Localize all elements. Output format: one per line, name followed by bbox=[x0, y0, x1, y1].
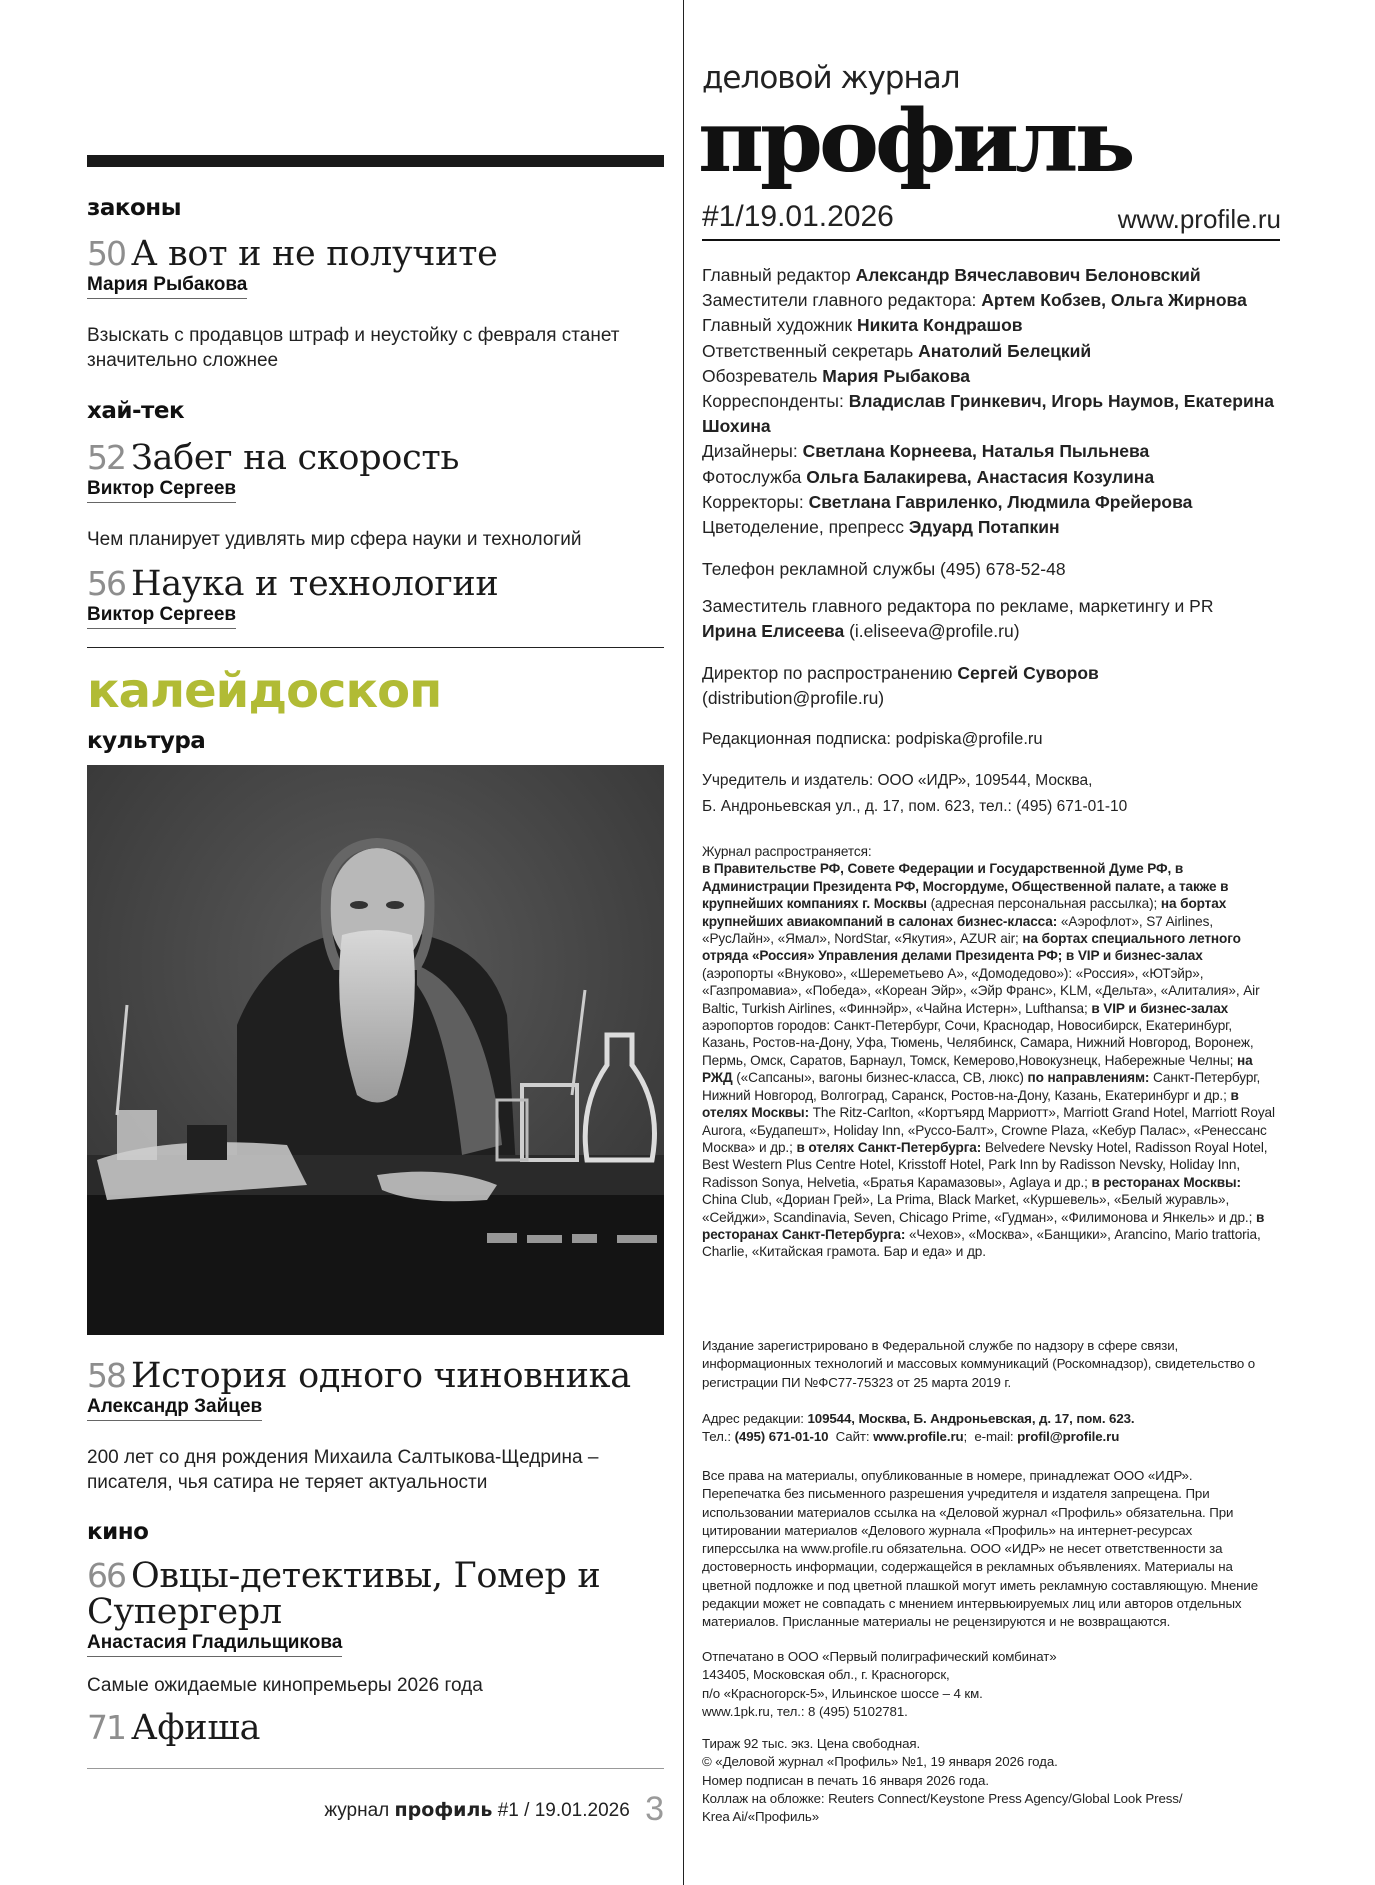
distribution-segment: Санкт-Петербург, Нижний Новгород, Волгоград, Саранск, Ростов-на-Дону, Казань, Екатеринбург и др.; bbox=[702, 1070, 1261, 1103]
footer-rule bbox=[87, 1768, 664, 1769]
distribution-segment: Belvedere Nevsky Hotel, Radisson Royal Hotel, Best Western Plus Centre Hotel, Krisstoff Hotel, Park Inn by Radisson Nevsky, Holiday Inn, Radisson Sonya, Helvetia, «Братья Карамазовы», Aglaya и др.; bbox=[702, 1139, 1268, 1190]
dist-email[interactable]: (distribution@profile.ru) bbox=[702, 688, 885, 708]
distribution-segment: Журнал распространяется: bbox=[702, 844, 872, 859]
staff-role: Дизайнеры: bbox=[702, 441, 803, 462]
article-title[interactable]: Афиша bbox=[131, 1708, 261, 1748]
staff-role: Цветоделение, препресс bbox=[702, 517, 909, 538]
article-title[interactable]: Овцы-детективы, Гомер и Супергерл bbox=[87, 1556, 601, 1632]
staff-line bbox=[702, 313, 1287, 338]
staff-line bbox=[702, 263, 1287, 288]
staff-names: Анатолий Белецкий bbox=[918, 340, 1092, 361]
distribution-segment: на бортах специального летного отряда «Россия» Управления делами Президента РФ; в VIP и бизнес-залах bbox=[702, 931, 1241, 964]
distribution-segment: на РЖД bbox=[702, 1052, 1253, 1086]
table-of-contents bbox=[87, 0, 664, 1885]
article-author: Виктор Сергеев bbox=[87, 604, 236, 629]
brand-logo: профиль bbox=[698, 91, 1132, 192]
staff-line bbox=[702, 515, 1287, 540]
distribution-segment: в VIP и бизнес-залах bbox=[1091, 1000, 1229, 1016]
dist-role: Директор по распространению bbox=[702, 663, 958, 683]
article-lead: Взыскать с продавцов штраф и неустойку с февраля станет значительно сложнее bbox=[87, 325, 620, 371]
brand-subtitle: деловой журнал bbox=[702, 60, 960, 96]
staff-role: Главный художник bbox=[702, 315, 857, 336]
distribution-segment: (адресная персональная рассылка); bbox=[926, 896, 1161, 912]
rubric-hitech: хай-тек bbox=[87, 398, 185, 424]
imprint-line: Коллаж на обложке: Reuters Connect/Keystone Press Agency/Global Look Press/ bbox=[702, 1790, 1183, 1806]
staff-line bbox=[702, 364, 1287, 389]
staff-role: Заместители главного редактора: bbox=[702, 290, 982, 311]
distribution-segment: в ресторанах Москвы: bbox=[1091, 1174, 1241, 1190]
page-number: 52 bbox=[87, 438, 125, 477]
toc-entry[interactable] bbox=[87, 440, 664, 552]
staff-role: Корректоры: bbox=[702, 491, 809, 512]
distribution-segment: на бортах крупнейших авиакомпаний в салонах бизнес-класса: bbox=[702, 896, 1227, 929]
rubric-laws: законы bbox=[87, 195, 181, 221]
toc-entry[interactable] bbox=[87, 1710, 664, 1746]
staff-role: Корреспонденты: bbox=[702, 391, 849, 412]
ad-phone: Телефон рекламной службы (495) 678-52-48 bbox=[702, 559, 1066, 579]
masthead-rule bbox=[702, 239, 1280, 241]
article-author: Мария Рыбакова bbox=[87, 274, 247, 299]
staff-names: Светлана Гавриленко, Людмила Фрейерова bbox=[808, 491, 1193, 512]
editorial-address bbox=[702, 1410, 1287, 1447]
site-value[interactable]: www.profile.ru bbox=[873, 1429, 964, 1445]
ad-deputy bbox=[702, 594, 1287, 644]
staff-names: Никита Кондрашов bbox=[856, 315, 1023, 336]
distribution-segment: по направлениям: bbox=[1027, 1070, 1150, 1086]
ad-deputy-role: Заместитель главного редактора по рекламе, маркетингу и PR bbox=[702, 596, 1214, 616]
distribution-director bbox=[702, 661, 1287, 711]
article-lead: Самые ожидаемые кинопремьеры 2026 года bbox=[87, 1675, 483, 1696]
article-title[interactable]: А вот и не получите bbox=[131, 234, 498, 274]
site-label: Сайт: bbox=[828, 1429, 874, 1445]
toc-entry[interactable] bbox=[87, 1558, 607, 1698]
section-divider bbox=[87, 647, 664, 648]
distribution-segment: (аэропорты «Внуково», «Шереметьево А», «Домодедово»): «Россия», «ЮТэйр», «Газпромавиа», «Победа», «Кореан Эйр», «Эйр Франс», KLM, «Дельта», «Алиталия», Air Baltic, Turkish Airlines, «Финнэйр», «Чайна Истерн», Lufthansa; bbox=[702, 965, 1260, 1016]
article-author: Анастасия Гладильщикова bbox=[87, 1632, 342, 1657]
article-lead: Чем планирует удивлять мир сфера науки и технологий bbox=[87, 529, 582, 550]
dist-name: Сергей Суворов bbox=[957, 663, 1099, 683]
email-value[interactable]: profil@profile.ru bbox=[1017, 1429, 1120, 1445]
distribution-segment: «Аэрофлот», S7 Airlines, «РусЛайн», «Ямал», NordStar, «Якутия», AZUR air; bbox=[702, 913, 1214, 947]
column-divider bbox=[683, 0, 684, 1885]
portrait-photo bbox=[87, 765, 664, 1335]
staff-names: Эдуард Потапкин bbox=[908, 517, 1060, 538]
distribution-segment: «Чехов», «Москва», «Банщики», Arancino, Mario trattoria, Charlie, «Китайская грамота. Бар и еда» и др. bbox=[702, 1226, 1261, 1260]
staff-names: Александр Вячеславович Белоновский bbox=[855, 265, 1201, 285]
staff-names: Ольга Балакирева, Анастасия Козулина bbox=[806, 466, 1155, 487]
address: 109544, Москва, Б. Андроньевская, д. 17, пом. 623. bbox=[807, 1411, 1135, 1426]
staff-role: Ответственный секретарь bbox=[702, 340, 919, 361]
printed-line: 143405, Московская обл., г. Красногорск, bbox=[702, 1667, 950, 1683]
staff-role: Обозреватель bbox=[702, 365, 823, 386]
staff-names: Мария Рыбакова bbox=[822, 365, 970, 386]
toc-entry[interactable] bbox=[87, 236, 664, 373]
folio-issue: #1 / 19.01.2026 bbox=[497, 1800, 630, 1821]
staff-line bbox=[702, 339, 1287, 364]
kaleidoscope-heading: калейдоскоп bbox=[87, 663, 442, 719]
staff-role: Фотослужба bbox=[702, 466, 807, 487]
staff-names: Светлана Корнеева, Наталья Пыльнева bbox=[802, 441, 1150, 462]
imprint-info bbox=[702, 1735, 1287, 1826]
site-link[interactable]: www.profile.ru bbox=[1117, 204, 1281, 234]
staff-names: Владислав Гринкевич, Игорь Наумов, Екатерина Шохина bbox=[702, 391, 1275, 437]
article-author: Александр Зайцев bbox=[87, 1396, 262, 1421]
page-footer bbox=[324, 1790, 664, 1829]
staff-line bbox=[702, 439, 1287, 464]
printer-info bbox=[702, 1648, 1287, 1721]
masthead bbox=[698, 0, 1287, 1885]
subscription: Редакционная подписка: podpiska@profile.ru bbox=[702, 730, 1043, 748]
toc-entry[interactable] bbox=[87, 1358, 664, 1495]
publisher-line: Б. Андроньевская ул., д. 17, пом. 623, тел.: (495) 671-01-10 bbox=[702, 798, 1128, 815]
page-number: 50 bbox=[87, 234, 125, 273]
registration: Издание зарегистрировано в Федеральной службе по надзору в сфере связи, информационных технологий и массовых коммуникаций (Роскомнадзор), свидетельство о регистрации ПИ №ФС77-75323 от 25 марта 2019 г. bbox=[702, 1338, 1256, 1390]
distribution-segment: аэропортов городов: Санкт-Петербург, Сочи, Краснодар, Новосибирск, Екатеринбург, Казань, Ростов-на-Дону, Уфа, Тюмень, Челябинск, Самара, Нижний Новгород, Воронеж, Пермь, Омск, Саратов, Барнаул, Томск, Кемерово,Новокузнецк, Набережные Челны; bbox=[702, 1018, 1254, 1068]
tel-label: Тел.: bbox=[702, 1429, 735, 1445]
distribution-segment: в ресторанах Санкт-Петербурга: bbox=[702, 1209, 1265, 1242]
ad-deputy-email[interactable]: (i.eliseeva@profile.ru) bbox=[844, 621, 1020, 641]
distribution-segment: в Правительстве РФ, Совете Федерации и Государственной Думе РФ, в Администрации Президента РФ, Мосгордуме, Общественной палате, а также в крупнейших компаниях г. Москвы bbox=[702, 861, 1229, 912]
distribution-segment: в отелях Москвы: bbox=[702, 1087, 1239, 1121]
staff-line bbox=[702, 288, 1287, 313]
article-lead: 200 лет со дня рождения Михаила Салтыкова-Щедрина – писателя, чья сатира не теряет актуальности bbox=[87, 1447, 599, 1493]
printed-line: www.1pk.ru, тел.: 8 (495) 5102781. bbox=[702, 1703, 908, 1719]
email-label: ; e-mail: bbox=[963, 1429, 1018, 1445]
top-bar-divider bbox=[87, 155, 664, 167]
folio-brand: профиль bbox=[394, 1799, 493, 1821]
printed-line: Отпечатано в ООО «Первый полиграфический комбинат» bbox=[702, 1649, 1057, 1664]
imprint-line: © «Деловой журнал «Профиль» №1, 19 января 2026 года. bbox=[702, 1754, 1058, 1770]
printed-line: п/о «Красногорск-5», Ильинское шоссе – 4 км. bbox=[702, 1685, 983, 1701]
rubric-cinema: кино bbox=[87, 1519, 149, 1545]
article-title[interactable]: Наука и технологии bbox=[131, 564, 499, 604]
portrait-photo-illustration bbox=[87, 765, 664, 1335]
folio-prefix: журнал bbox=[324, 1800, 390, 1821]
imprint-line: Krea Ai/«Профиль» bbox=[702, 1809, 820, 1825]
staff-line bbox=[702, 389, 1287, 439]
rubric-culture: культура bbox=[87, 728, 206, 754]
folio-page-number: 3 bbox=[645, 1790, 664, 1828]
tel: (495) 671-01-10 bbox=[734, 1429, 829, 1445]
toc-entry[interactable] bbox=[87, 566, 664, 629]
staff-line bbox=[702, 490, 1287, 515]
page-number: 58 bbox=[87, 1356, 125, 1395]
staff-role: Главный редактор bbox=[702, 265, 856, 285]
article-title[interactable]: История одного чиновника bbox=[131, 1356, 631, 1396]
distribution-segment: China Club, «Дориан Грей», La Prima, Black Market, «Куршевель», «Белый журавль», «Сейджи», Scandinavia, Seven, Chicago Prime, «Гудман», «Филимонова и Янкель» и др.; bbox=[702, 1192, 1256, 1225]
rights-notice: Все права на материалы, опубликованные в номере, принадлежат ООО «ИДР». Перепечатка без письменного разрешения учредителя и издателя запрещена. При использовании материалов ссылка на «Деловой журнал «Профиль» обязательна. При цитировании материалов «Делового журнала «Профиль» на интернет-ресурсах гиперссылка на www.profile.ru обязательна. ООО «ИДР» не несет ответственности за достоверность информации, содержащейся в рекламных объявлениях. Материалы на цветной подложке и под цветной плашкой могут иметь рекламную составляющую. Мнение редакции может не совпадать с мнением интервьюируемых лиц или авторов отдельных материалов. Присланные материалы не рецензируются и не возвращаются. bbox=[702, 1468, 1259, 1630]
distribution-list bbox=[702, 843, 1277, 1261]
staff-names: Артем Кобзев, Ольга Жирнова bbox=[981, 290, 1247, 311]
article-title[interactable]: Забег на скорость bbox=[131, 438, 460, 478]
imprint-line: Номер подписан в печать 16 января 2026 года. bbox=[702, 1772, 989, 1788]
address-label: Адрес редакции: bbox=[702, 1411, 808, 1426]
publisher bbox=[702, 768, 1287, 820]
distribution-segment: в отелях Санкт-Петербурга: bbox=[796, 1139, 982, 1155]
page-number: 71 bbox=[87, 1708, 125, 1747]
publisher-line: Учредитель и издатель: ООО «ИДР», 109544, Москва, bbox=[702, 772, 1093, 789]
imprint-line: Тираж 92 тыс. экз. Цена свободная. bbox=[702, 1736, 921, 1751]
page-number: 66 bbox=[87, 1556, 125, 1595]
ad-deputy-name: Ирина Елисеева bbox=[702, 621, 845, 641]
staff-line bbox=[702, 465, 1287, 490]
distribution-segment: The Ritz-Carlton, «Кортъярд Марриотт», Marriott Grand Hotel, Marriott Royal Aurora, «Будапешт», Holiday Inn, «Руссо-Балт», Crowne Plaza, «Кебур Палас», «Ренессанс Москва» и др.; bbox=[702, 1105, 1275, 1155]
staff-list bbox=[702, 263, 1287, 540]
issue-number: #1/19.01.2026 bbox=[702, 200, 894, 233]
article-author: Виктор Сергеев bbox=[87, 478, 236, 503]
distribution-segment: («Сапсаны», вагоны бизнес-класса, СВ, люкс) bbox=[732, 1070, 1028, 1086]
page-number: 56 bbox=[87, 564, 125, 603]
